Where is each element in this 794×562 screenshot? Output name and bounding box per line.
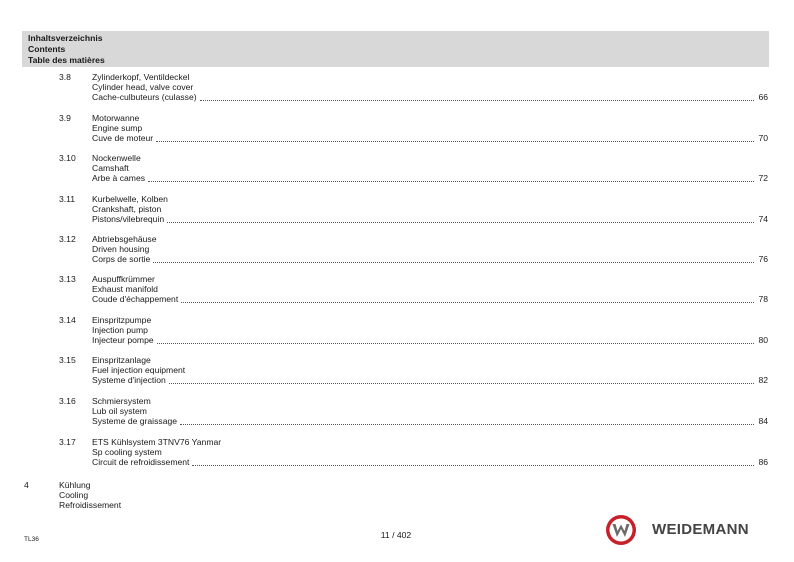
entry-number: 3.8	[59, 72, 71, 82]
entry-title-de: Schmiersystem	[92, 396, 151, 406]
entry-page-number[interactable]: 66	[758, 92, 768, 103]
entry-leader-line	[92, 254, 768, 264]
entry-title-de: Abtriebsgehäuse	[92, 234, 157, 244]
entry-page-number[interactable]: 78	[758, 294, 768, 305]
entry-number: 3.9	[59, 113, 71, 123]
chapter-title-fr: Refroidissement	[59, 500, 122, 511]
dot-leader	[181, 302, 754, 303]
entry-title-en: Engine sump	[92, 123, 143, 134]
entry-leader-line	[92, 457, 768, 467]
dot-leader	[200, 100, 755, 101]
document-code: TL36	[24, 536, 39, 543]
entry-page-number[interactable]: 84	[758, 416, 768, 427]
entry-title-en: Crankshaft, piston	[92, 204, 162, 215]
entry-title-fr: Circuit de refroidissement	[92, 457, 190, 468]
entry-leader-line	[92, 375, 768, 385]
entry-page-number[interactable]: 86	[758, 457, 768, 468]
entry-title-de: Kurbelwelle, Kolben	[92, 194, 168, 204]
toc-header	[22, 31, 769, 67]
entry-title-en: Lub oil system	[92, 406, 147, 417]
dot-leader	[148, 181, 754, 182]
entry-title-en: Cylinder head, valve cover	[92, 82, 194, 93]
chapter-title-en: Cooling	[59, 490, 89, 501]
entry-page-number[interactable]: 72	[758, 173, 768, 184]
entry-title-de: ETS Kühlsystem 3TNV76 Yanmar	[92, 437, 222, 447]
dot-leader	[153, 262, 754, 263]
entry-title-fr: Arbe à cames	[92, 173, 146, 184]
dot-leader	[180, 424, 754, 425]
entry-title-fr: Cache-culbuteurs (culasse)	[92, 92, 197, 103]
weidemann-logo-icon	[605, 514, 637, 546]
entry-number: 3.10	[59, 153, 76, 163]
entry-leader-line	[92, 416, 768, 426]
dot-leader	[167, 222, 754, 223]
entry-leader-line	[92, 294, 768, 304]
logo-inner-circle	[610, 519, 633, 542]
entry-page-number[interactable]: 74	[758, 214, 768, 225]
entry-title-de: Einspritzpumpe	[92, 315, 152, 325]
entry-title-fr: Cuve de moteur	[92, 133, 154, 144]
page-indicator: 11 / 402	[380, 530, 412, 540]
header-title-en: Contents	[28, 43, 66, 54]
brand-name: WEIDEMANN	[652, 521, 749, 538]
chapter-title-de: Kühlung	[59, 480, 91, 490]
entry-number: 3.14	[59, 315, 76, 325]
chapter-number: 4	[24, 480, 29, 490]
entry-title-en: Exhaust manifold	[92, 284, 158, 295]
entry-page-number[interactable]: 80	[758, 335, 768, 346]
dot-leader	[169, 383, 755, 384]
entry-page-number[interactable]: 82	[758, 375, 768, 386]
entry-title-fr: Corps de sortie	[92, 254, 151, 265]
entry-title-de: Nockenwelle	[92, 153, 141, 163]
entry-title-de: Zylinderkopf, Ventildeckel	[92, 72, 190, 82]
entry-title-fr: Systeme d'injection	[92, 375, 166, 386]
entry-leader-line	[92, 133, 768, 143]
entry-leader-line	[92, 335, 768, 345]
entry-page-number[interactable]: 76	[758, 254, 768, 265]
entry-title-en: Camshaft	[92, 163, 129, 174]
entry-title-de: Einspritzanlage	[92, 355, 151, 365]
entry-title-en: Sp cooling system	[92, 447, 162, 458]
entry-title-fr: Injecteur pompe	[92, 335, 154, 346]
entry-title-en: Fuel injection equipment	[92, 365, 186, 376]
entry-title-fr: Systeme de graissage	[92, 416, 178, 427]
entry-title-en: Injection pump	[92, 325, 148, 336]
entry-number: 3.17	[59, 437, 76, 447]
entry-title-en: Driven housing	[92, 244, 150, 255]
entry-title-fr: Pistons/vilebrequin	[92, 214, 165, 225]
entry-number: 3.15	[59, 355, 76, 365]
entry-title-fr: Coude d'échappement	[92, 294, 179, 305]
entry-number: 3.12	[59, 234, 76, 244]
header-title-fr: Table des matières	[28, 54, 105, 65]
entry-number: 3.16	[59, 396, 76, 406]
entry-number: 3.13	[59, 274, 76, 284]
dot-leader	[157, 343, 755, 344]
dot-leader	[192, 465, 754, 466]
entry-page-number[interactable]: 70	[758, 133, 768, 144]
entry-leader-line	[92, 92, 768, 102]
dot-leader	[156, 141, 754, 142]
entry-title-de: Motorwanne	[92, 113, 140, 123]
entry-leader-line	[92, 214, 768, 224]
entry-number: 3.11	[59, 194, 76, 204]
entry-title-de: Auspuffkrümmer	[92, 274, 155, 284]
header-title-de: Inhaltsverzeichnis	[28, 33, 103, 43]
entry-leader-line	[92, 173, 768, 183]
